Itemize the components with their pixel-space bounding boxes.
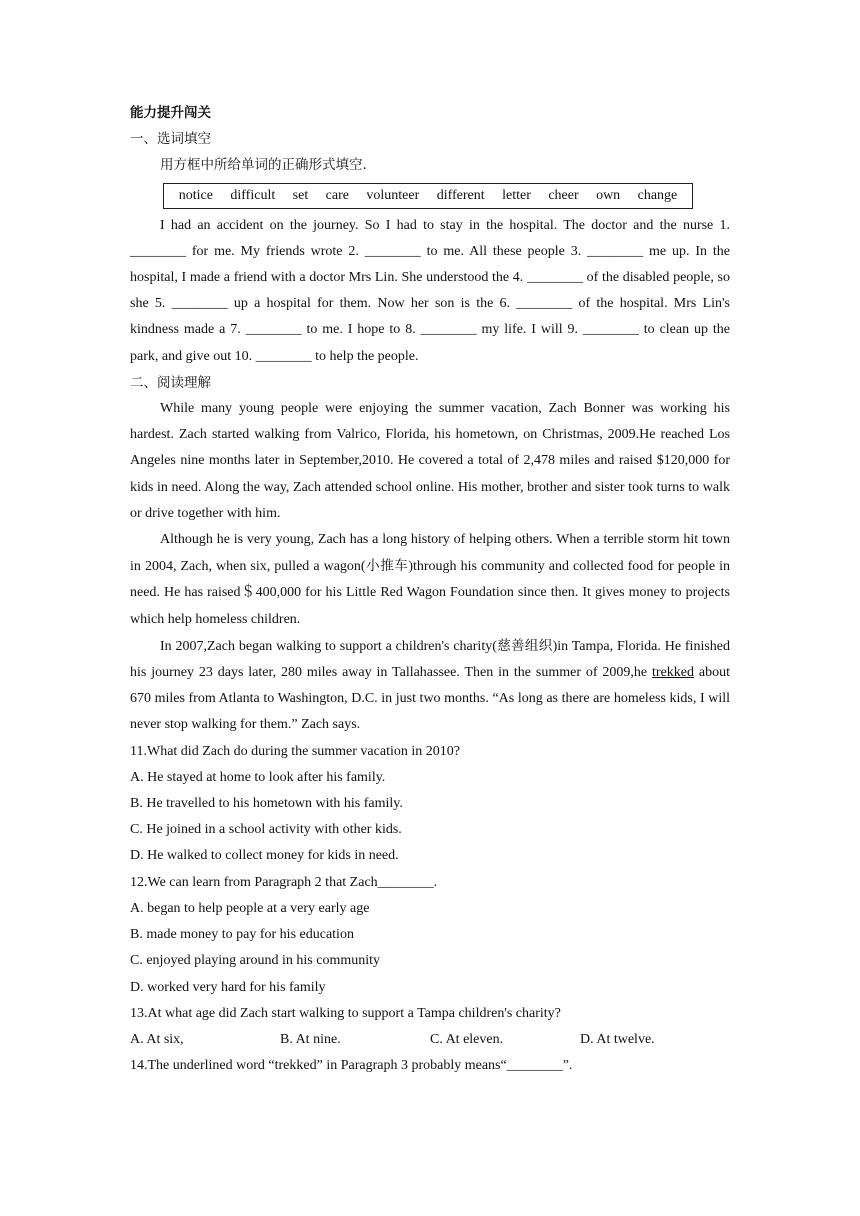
word-bank-item: notice [178,187,213,203]
reading-paragraph-3 [130,633,730,739]
question-12-option-d: D. worked very hard for his family [130,979,326,995]
section1-instruction: 用方框中所给单词的正确形式填空. [160,157,367,174]
question-13-option-a: A. At six, [130,1031,184,1047]
paragraph-2-gloss: 小推车 [365,558,409,575]
question-11-option-a: A. He stayed at home to look after his family. [130,769,386,785]
paragraph-3-text-b: )in Tampa, Florida. He finished his journey 23 days later, 280 miles away in Tallahassee. Then in the summer of 2009,he [130,638,730,681]
question-12-option-b: B. made money to pay for his education [130,927,354,943]
question-13: 13.At what age did Zach start walking to support a Tampa children's charity? [130,1005,561,1021]
word-bank-item: care [325,187,349,203]
word-bank-item: change [637,187,678,203]
section2-title: 二、阅读理解 [130,374,211,391]
worksheet-page [130,100,730,1079]
reading-paragraph-1: While many young people were enjoying the summer vacation, Zach Bonner was working his hardest. Zach started walking from Valrico, Florida, his hometown, on Christmas, 2009.He reached Los Angeles nine months later in September,2010. He covered a total of 2,478 miles and raised $120,000 for kids in need. Along the way, Zach attended school online. His mother, brother and sister took turns to walk or drive together with him. [130,401,730,521]
word-bank-item: own [596,187,621,203]
question-11: 11.What did Zach do during the summer vacation in 2010? [130,743,460,759]
word-bank-item: cheer [548,187,579,203]
question-14: 14.The underlined word “trekked” in Paragraph 3 probably means“________”. [130,1058,573,1074]
word-bank-item: set [292,187,309,203]
paragraph-3-text-c: about 670 miles from Atlanta to Washington, D.C. in just two months. “As long as there are homeless kids, I will never stop walking for them.” Zach says. [130,665,731,733]
cloze-passage: I had an accident on the journey. So I had to stay in the hospital. The doctor and the nurse 1. ________ for me. My friends wrote 2. ________ to me. All these people 3. ________ me up. In the hospital, I made a friend with a doctor Mrs Lin. She understood the 4. ________ of the disabled people, so she 5. ________ up a hospital for them. Now her son is the 6. ________ of the hospital. Mrs Lin's kindness made a 7. ________ to me. I hope to 8. ________ my life. I will 9. ________ to clean up the park, and give out 10. ________ to help the people. [130,217,730,364]
paragraph-2-text-b: )through his community and collected food for people in need. He has raised＄400,000 for his Little Red Wagon Foundation since then. It gives money to projects which help homeless children. [130,559,730,627]
question-13-option-b: B. At nine. [280,1031,341,1047]
question-12: 12.We can learn from Paragraph 2 that Zach________. [130,874,438,890]
question-11-option-d: D. He walked to collect money for kids in need. [130,848,399,864]
word-bank-item: different [436,187,485,203]
word-bank-item: difficult [230,187,276,203]
word-bank-box [163,183,693,209]
question-13-option-d: D. At twelve. [580,1031,655,1047]
question-12-option-a: A. began to help people at a very early age [130,900,370,916]
word-bank-item: letter [502,187,531,203]
question-12-option-c: C. enjoyed playing around in his community [130,953,381,969]
word-bank-item: volunteer [366,187,420,203]
question-11-option-c: C. He joined in a school activity with other kids. [130,822,402,838]
section1-title: 一、选词填空 [130,131,211,148]
page-heading: 能力提升闯关 [130,105,211,121]
question-13-option-c: C. At eleven. [430,1031,504,1047]
paragraph-3-gloss: 慈善组织 [496,637,553,654]
reading-paragraph-2 [130,527,730,633]
paragraph-3-text-a: In 2007,Zach began walking to support a children's charity( [160,638,497,654]
question-13-options [130,1027,730,1053]
paragraph-2-text-a: Although he is very young, Zach has a long history of helping others. When a terrible storm hit town in 2004, Zach, when six, pulled a wagon( [130,532,730,575]
question-11-option-b: B. He travelled to his hometown with his family. [130,796,403,812]
underlined-word: trekked [652,665,695,681]
